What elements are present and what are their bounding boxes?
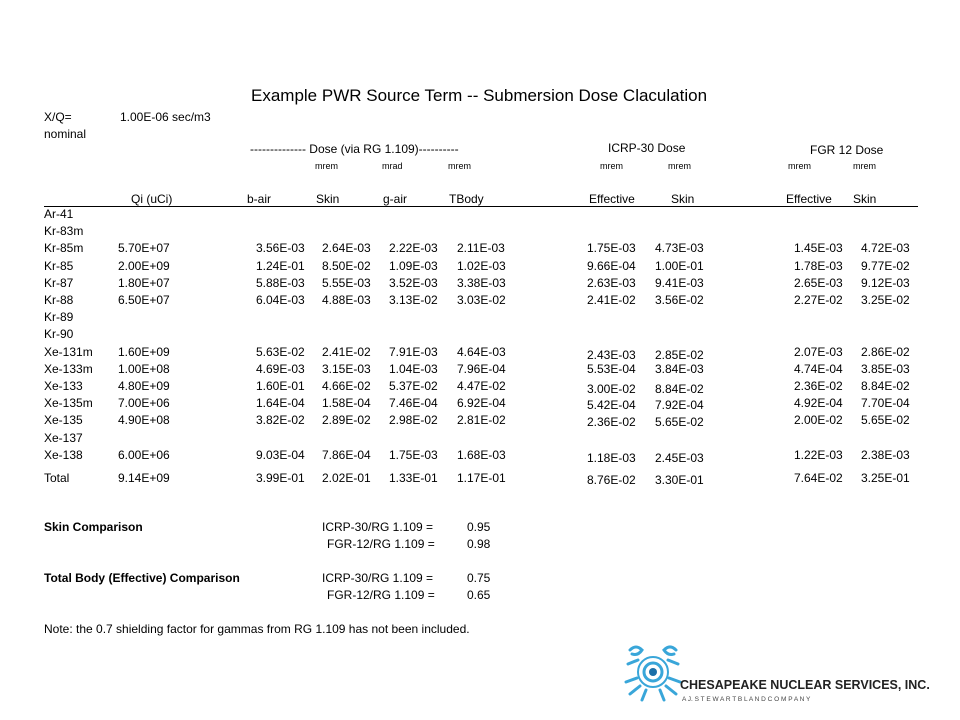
skin-comparison-icrp-value: 0.95 [467, 520, 491, 534]
nuclide-label: Kr-90 [44, 327, 74, 342]
table-cell: 3.03E-02 [457, 293, 506, 307]
table-cell: 4.73E-03 [655, 241, 704, 256]
table-cell: 3.84E-03 [655, 361, 704, 376]
table-cell: 3.15E-03 [322, 361, 371, 376]
table-cell: 3.82E-02 [256, 413, 305, 428]
table-cell: 3.85E-03 [861, 361, 910, 376]
table-cell: 9.41E-03 [655, 275, 704, 290]
skin-comparison-icrp-label: ICRP-30/RG 1.109 = [322, 520, 434, 534]
table-cell: 7.92E-04 [655, 398, 704, 413]
table-cell: 1.80E+07 [118, 275, 170, 290]
table-cell: 3.30E-01 [655, 473, 704, 487]
total-label: Total [44, 471, 70, 485]
table-cell: 4.64E-03 [457, 344, 506, 359]
table-cell: 6.04E-03 [256, 293, 305, 307]
unit-label: mrem [788, 161, 811, 171]
table-cell: 2.81E-02 [457, 413, 506, 428]
table-cell: 1.17E-01 [457, 471, 506, 485]
table-cell: 5.42E-04 [587, 398, 636, 413]
body-comparison-heading: Total Body (Effective) Comparison [44, 571, 240, 585]
table-cell: 7.46E-04 [389, 396, 438, 411]
nuclide-label: Kr-85m [44, 241, 84, 256]
col-header-icrp-effective: Effective [589, 192, 635, 206]
table-cell: 1.18E-03 [587, 450, 636, 465]
col-header-fgr-effective: Effective [786, 192, 832, 206]
col-header-tbody: TBody [449, 192, 484, 206]
table-cell: 5.70E+07 [118, 241, 170, 256]
table-cell: 2.41E-02 [322, 344, 371, 359]
nuclide-label: Xe-135m [44, 396, 93, 411]
nuclide-label: Kr-83m [44, 224, 84, 239]
table-cell: 5.37E-02 [389, 379, 438, 393]
table-cell: 1.60E+09 [118, 344, 170, 359]
table-cell: 4.72E-03 [861, 241, 910, 256]
table-cell: 1.58E-04 [322, 396, 371, 411]
table-cell: 4.90E+08 [118, 413, 170, 428]
body-comparison-fgr-value: 0.65 [467, 588, 491, 602]
table-cell: 5.65E-02 [861, 413, 910, 428]
table-cell: 4.92E-04 [794, 396, 843, 411]
skin-comparison-heading: Skin Comparison [44, 520, 143, 534]
table-cell: 3.00E-02 [587, 382, 636, 396]
col-header-skin: Skin [316, 192, 340, 206]
table-cell: 4.47E-02 [457, 379, 506, 393]
table-cell: 3.56E-02 [655, 293, 704, 307]
table-cell: 1.00E-01 [655, 258, 704, 273]
table-cell: 2.98E-02 [389, 413, 438, 428]
table-cell: 2.63E-03 [587, 275, 636, 290]
table-cell: 6.00E+06 [118, 447, 170, 462]
company-logo [620, 638, 930, 708]
table-cell: 6.92E-04 [457, 396, 506, 411]
fgr-group-header: FGR 12 Dose [810, 143, 884, 157]
header-rule [44, 206, 918, 207]
table-cell: 2.22E-03 [389, 241, 438, 256]
table-cell: 3.25E-02 [861, 293, 910, 307]
xq-value: 1.00E-06 sec/m3 [120, 110, 211, 124]
table-cell: 9.14E+09 [118, 471, 170, 485]
table-cell: 8.84E-02 [861, 379, 910, 393]
col-header-g-air: g-air [383, 192, 408, 206]
rg-group-header: -------------- Dose (via RG 1.109)---------- [250, 142, 459, 156]
table-cell: 1.02E-03 [457, 258, 506, 273]
table-cell: 1.75E-03 [389, 447, 438, 462]
table-cell: 7.70E-04 [861, 396, 910, 411]
table-cell: 1.09E-03 [389, 258, 438, 273]
table-cell: 2.43E-03 [587, 347, 636, 362]
table-cell: 1.68E-03 [457, 447, 506, 462]
table-cell: 3.25E-01 [861, 471, 910, 485]
table-cell: 1.45E-03 [794, 241, 843, 256]
table-cell: 1.64E-04 [256, 396, 305, 411]
table-cell: 2.07E-03 [794, 344, 843, 359]
skin-comparison-fgr-label: FGR-12/RG 1.109 = [327, 537, 435, 551]
nuclide-label: Kr-88 [44, 293, 74, 307]
table-cell: 9.77E-02 [861, 258, 910, 273]
nuclide-label: Kr-87 [44, 275, 74, 290]
table-cell: 2.89E-02 [322, 413, 371, 428]
col-header-b-air: b-air [247, 192, 272, 206]
table-cell: 2.64E-03 [322, 241, 371, 256]
table-cell: 9.66E-04 [587, 258, 636, 273]
col-header-icrp-skin: Skin [671, 192, 695, 206]
body-comparison-fgr-label: FGR-12/RG 1.109 = [327, 588, 435, 602]
table-cell: 5.63E-02 [256, 344, 305, 359]
nuclide-label: Ar-41 [44, 207, 74, 221]
table-cell: 2.02E-01 [322, 471, 371, 485]
table-cell: 2.36E-02 [587, 415, 636, 430]
table-cell: 4.88E-03 [322, 293, 371, 307]
unit-label: mrem [448, 161, 471, 171]
table-cell: 7.64E-02 [794, 471, 843, 485]
table-cell: 1.22E-03 [794, 447, 843, 462]
table-cell: 3.99E-01 [256, 471, 305, 485]
table-cell: 1.24E-01 [256, 258, 305, 273]
footnote: Note: the 0.7 shielding factor for gammas from RG 1.109 has not been included. [44, 622, 470, 636]
nuclide-label: Xe-131m [44, 344, 93, 359]
table-cell: 3.52E-03 [389, 275, 438, 290]
table-cell: 2.11E-03 [457, 241, 505, 256]
nuclide-label: Xe-133m [44, 361, 93, 376]
body-comparison-icrp-value: 0.75 [467, 571, 491, 585]
table-cell: 2.27E-02 [794, 293, 843, 307]
table-cell: 8.76E-02 [587, 473, 636, 487]
col-header-fgr-skin: Skin [853, 192, 877, 206]
table-cell: 3.38E-03 [457, 275, 506, 290]
unit-label: mrem [853, 161, 876, 171]
xq-sub: nominal [44, 127, 87, 141]
company-name: CHESAPEAKE NUCLEAR SERVICES, INC. [680, 678, 930, 692]
company-tagline: A J. S T E W A R T B L A N D C O M P A N Y [682, 696, 811, 703]
page-title: Example PWR Source Term -- Submersion Dose Claculation [251, 86, 708, 105]
table-cell: 4.80E+09 [118, 379, 170, 393]
unit-label: mrem [668, 161, 691, 171]
table-cell: 9.12E-03 [861, 275, 910, 290]
table-cell: 5.53E-04 [587, 361, 636, 376]
table-cell: 7.00E+06 [118, 396, 170, 411]
unit-label: mrad [382, 161, 403, 171]
table-cell: 2.38E-03 [861, 447, 910, 462]
table-cell: 2.36E-02 [794, 379, 843, 393]
nuclide-label: Kr-85 [44, 258, 74, 273]
table-cell: 2.65E-03 [794, 275, 843, 290]
table-cell: 2.85E-02 [655, 347, 704, 362]
table-cell: 4.74E-04 [794, 361, 843, 376]
table-cell: 2.41E-02 [587, 293, 636, 307]
table-cell: 1.78E-03 [794, 258, 843, 273]
body-comparison-icrp-label: ICRP-30/RG 1.109 = [322, 571, 434, 585]
table-cell: 1.00E+08 [118, 361, 170, 376]
unit-label: mrem [315, 161, 338, 171]
nuclide-label: Xe-137 [44, 430, 83, 445]
table-cell: 1.33E-01 [389, 471, 438, 485]
table-cell: 4.69E-03 [256, 361, 305, 376]
table-cell: 8.84E-02 [655, 382, 704, 396]
table-cell: 2.00E+09 [118, 258, 170, 273]
nuclide-label: Xe-138 [44, 447, 83, 462]
table-cell: 8.50E-02 [322, 258, 371, 273]
table-cell: 2.00E-02 [794, 413, 843, 428]
table-cell: 5.65E-02 [655, 415, 704, 430]
table-cell: 4.66E-02 [322, 379, 371, 393]
col-header-qi: Qi (uCi) [131, 192, 173, 206]
table-cell: 7.86E-04 [322, 447, 371, 462]
table-cell: 1.04E-03 [389, 361, 438, 376]
table-cell: 3.13E-02 [389, 293, 438, 307]
unit-label: mrem [600, 161, 623, 171]
nuclide-label: Xe-133 [44, 379, 83, 393]
table-cell: 7.96E-04 [457, 361, 506, 376]
xq-label: X/Q= [44, 110, 72, 124]
table-cell: 6.50E+07 [118, 293, 170, 307]
table-cell: 1.60E-01 [256, 379, 305, 393]
nuclide-label: Xe-135 [44, 413, 83, 428]
table-cell: 9.03E-04 [256, 447, 305, 462]
table-cell: 5.88E-03 [256, 275, 305, 290]
nuclide-label: Kr-89 [44, 310, 74, 325]
table-cell: 5.55E-03 [322, 275, 371, 290]
table-cell: 1.75E-03 [587, 241, 636, 256]
table-cell: 2.86E-02 [861, 344, 910, 359]
crab-logo-icon [620, 638, 686, 704]
table-cell: 7.91E-03 [389, 344, 438, 359]
icrp-group-header: ICRP-30 Dose [608, 141, 686, 155]
table-cell: 3.56E-03 [256, 241, 305, 256]
skin-comparison-fgr-value: 0.98 [467, 537, 491, 551]
table-cell: 2.45E-03 [655, 450, 704, 465]
